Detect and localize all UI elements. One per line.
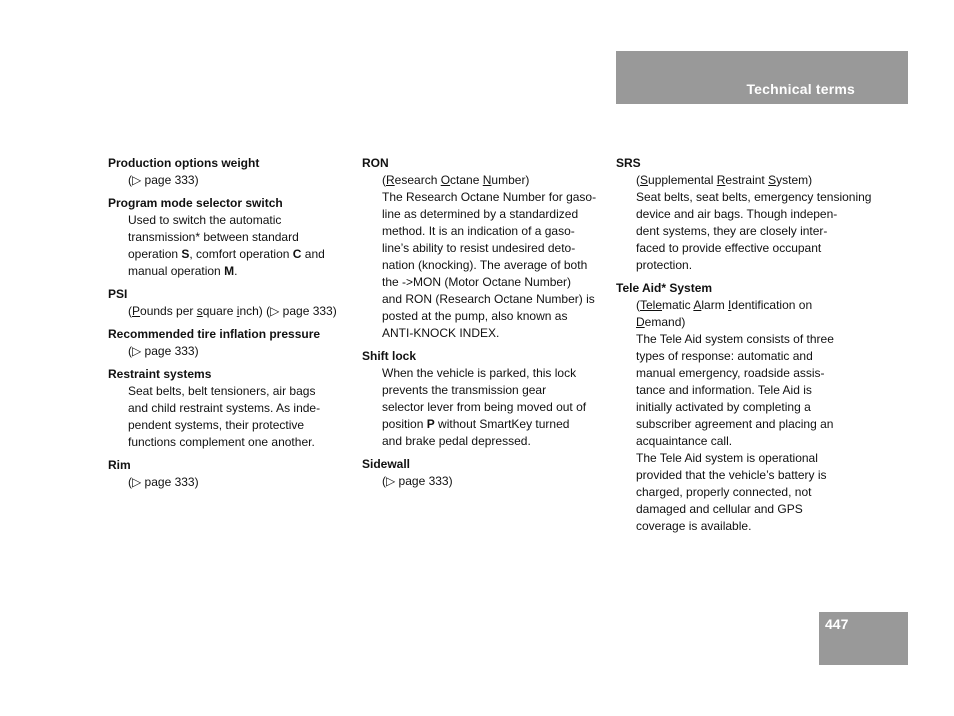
term-heading: Restraint systems xyxy=(108,367,212,381)
term-entry-rim xyxy=(108,457,358,491)
definition-line: manual emergency, roadside assis- xyxy=(636,366,825,380)
definition-line: selector lever from being moved out of xyxy=(382,400,587,414)
term-heading: Program mode selector switch xyxy=(108,196,283,210)
definition-line: line’s ability to resist undesired deto- xyxy=(382,241,576,255)
definition-line: prevents the transmission gear xyxy=(382,383,547,397)
term-heading: Sidewall xyxy=(362,457,411,471)
section-title: Technical terms xyxy=(746,81,855,97)
term-entry-ron xyxy=(362,155,612,342)
definition-line: When the vehicle is parked, this lock xyxy=(382,366,577,380)
header-tab xyxy=(616,51,908,104)
definition-line: protection. xyxy=(636,258,693,272)
definition-line: the ->MON (Motor Octane Number) xyxy=(382,275,572,289)
definition-line: (Pounds per square inch) (▷ page 333) xyxy=(128,304,337,318)
term-definition xyxy=(108,212,358,280)
definition-line: operation S, comfort operation C and xyxy=(128,247,325,261)
term-entry-srs xyxy=(616,155,872,274)
definition-line: damaged and cellular and GPS xyxy=(636,502,803,516)
term-definition xyxy=(108,474,358,491)
page-number: 447 xyxy=(825,616,849,632)
definition-line: (▷ page 333) xyxy=(128,344,199,358)
definition-line: coverage is available. xyxy=(636,519,752,533)
definition-line: acquaintance call. xyxy=(636,434,733,448)
definition-line: position P without SmartKey turned xyxy=(382,417,570,431)
definition-line: The Tele Aid system consists of three xyxy=(636,332,834,346)
term-entry-program-mode-selector-switch xyxy=(108,195,358,280)
definition-line: (▷ page 333) xyxy=(128,475,199,489)
definition-line: ANTI-KNOCK INDEX. xyxy=(382,326,500,340)
definition-line: (▷ page 333) xyxy=(128,173,199,187)
definition-line: functions complement one another. xyxy=(128,435,315,449)
page-number-tab xyxy=(819,612,908,665)
definition-line: transmission* between standard xyxy=(128,230,299,244)
term-heading: Tele Aid* System xyxy=(616,281,713,295)
term-definition xyxy=(362,172,612,342)
term-definition xyxy=(362,473,612,490)
definition-line: pendent systems, their protective xyxy=(128,418,305,432)
term-definition xyxy=(362,365,612,450)
term-definition xyxy=(108,343,358,360)
definition-line: device and air bags. Though indepen- xyxy=(636,207,838,221)
definition-line: faced to provide effective occupant xyxy=(636,241,822,255)
column-3 xyxy=(616,155,872,541)
definition-line: charged, properly connected, not xyxy=(636,485,812,499)
definition-line: (Supplemental Restraint System) xyxy=(636,173,813,187)
definition-line: method. It is an indication of a gaso- xyxy=(382,224,575,238)
term-heading: PSI xyxy=(108,287,128,301)
term-entry-restraint-systems xyxy=(108,366,358,451)
definition-line: and child restraint systems. As inde- xyxy=(128,401,321,415)
definition-line: (Research Octane Number) xyxy=(382,173,530,187)
term-definition xyxy=(108,383,358,451)
term-definition xyxy=(108,172,358,189)
definition-line: provided that the vehicle’s battery is xyxy=(636,468,827,482)
definition-line: and brake pedal depressed. xyxy=(382,434,531,448)
term-entry-shift-lock xyxy=(362,348,612,450)
term-entry-sidewall xyxy=(362,456,612,490)
term-heading: SRS xyxy=(616,156,641,170)
definition-line: manual operation M. xyxy=(128,264,238,278)
term-entry-psi xyxy=(108,286,358,320)
definition-line: types of response: automatic and xyxy=(636,349,813,363)
term-heading: RON xyxy=(362,156,389,170)
term-heading: Recommended tire inflation pressure xyxy=(108,327,321,341)
definition-line: tance and information. Tele Aid is xyxy=(636,383,812,397)
definition-line: Used to switch the automatic xyxy=(128,213,282,227)
column-2 xyxy=(362,155,612,496)
term-heading: Rim xyxy=(108,458,131,472)
definition-line: nation (knocking). The average of both xyxy=(382,258,588,272)
definition-line: The Tele Aid system is operational xyxy=(636,451,818,465)
definition-line: (Telematic Alarm Identification on xyxy=(636,298,813,312)
definition-line: initially activated by completing a xyxy=(636,400,811,414)
term-heading: Shift lock xyxy=(362,349,417,363)
definition-line: subscriber agreement and placing an xyxy=(636,417,834,431)
term-heading: Production options weight xyxy=(108,156,260,170)
definition-line: posted at the pump, also known as xyxy=(382,309,568,323)
definition-line: line as determined by a standardized xyxy=(382,207,579,221)
definition-line: Seat belts, seat belts, emergency tensioning xyxy=(636,190,872,204)
definition-line: Demand) xyxy=(636,315,686,329)
term-definition xyxy=(616,297,866,535)
term-entry-production-options-weight xyxy=(108,155,358,189)
definition-line: and RON (Research Octane Number) is xyxy=(382,292,595,306)
column-1 xyxy=(108,155,358,497)
term-entry-recommended-tire-inflation-pressure xyxy=(108,326,358,360)
definition-line: (▷ page 333) xyxy=(382,474,453,488)
definition-line: The Research Octane Number for gaso- xyxy=(382,190,597,204)
definition-line: Seat belts, belt tensioners, air bags xyxy=(128,384,316,398)
term-entry-tele-aid-system xyxy=(616,280,866,535)
term-definition xyxy=(616,172,872,274)
definition-line: dent systems, they are closely inter- xyxy=(636,224,828,238)
term-definition xyxy=(108,303,358,320)
